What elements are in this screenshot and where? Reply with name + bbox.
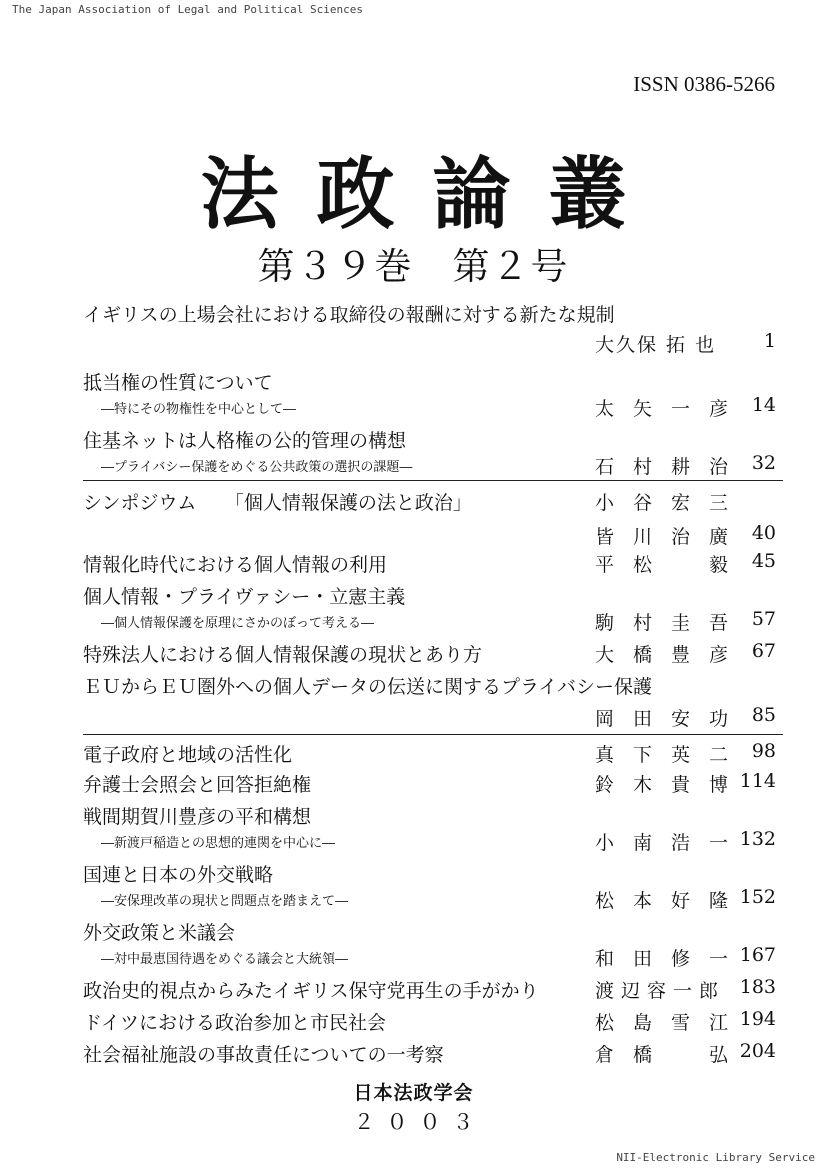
article-page: 132 [739,828,776,850]
article-author: 岡田安功 [595,708,748,730]
article-subtitle: ―対中最恵国待遇をめぐる議会と大統領― [101,952,349,967]
article-title: 情報化時代における個人情報の利用 [83,554,388,576]
article-subtitle: ―プライバシー保護をめぐる公共政策の選択の課題― [101,460,413,475]
article-author: 平松 毅 [595,554,748,576]
article-page: 40 [751,522,776,544]
article-page: 67 [751,640,776,662]
publication-year: ２００３ [353,1110,486,1134]
volume-issue: 第３９巻 第２号 [257,245,570,288]
article-subtitle: ―特にその物権性を中心として― [101,402,297,417]
article-subtitle: ―個人情報保護を原理にさかのぼって考える― [101,616,375,631]
toc-entry[interactable] [83,300,783,330]
toc-entry[interactable] [83,770,783,802]
article-title: 弁護士会照会と回答拒絶権 [83,774,312,796]
toc-entry[interactable] [83,518,783,550]
toc-entry[interactable] [83,802,783,860]
article-author: 真下英二 [595,744,748,766]
section-divider [83,480,783,481]
article-author: 石村耕治 [595,456,748,478]
library-service-footer: NII-Electronic Library Service [616,1151,815,1164]
article-page: 167 [739,944,776,966]
issn-number: ISSN 0386-5266 [633,72,775,96]
article-author: 倉橋 弘 [595,1044,748,1066]
table-of-contents [83,300,783,1072]
article-page: 152 [739,886,776,908]
toc-entry[interactable] [83,582,783,640]
article-page: 85 [751,704,776,726]
article-author: 皆川治廣 [595,526,748,548]
section-divider [83,734,783,735]
article-page: 183 [739,976,776,998]
toc-entry[interactable] [83,976,783,1008]
article-title: イギリスの上場会社における取締役の報酬に対する新たな規制 [83,304,615,326]
symposium-title: シンポジウム 「個人情報保護の法と政治」 [83,492,472,514]
article-author: 松本好隆 [595,890,748,912]
toc-entry[interactable] [83,426,783,484]
article-page: 45 [751,550,776,572]
article-title: 個人情報・プライヴァシー・立憲主義 [83,586,406,608]
toc-entry[interactable] [83,640,783,672]
article-author: 太矢一彦 [595,398,748,420]
toc-entry[interactable] [83,738,783,770]
article-title: 抵当権の性質について [83,372,273,394]
article-page: 194 [739,1008,776,1030]
article-author: 渡辺容一郎 [595,980,726,1002]
article-author: 大久保 拓 也 [595,334,717,356]
toc-entry[interactable] [83,1008,783,1040]
article-subtitle: ―新渡戸稲造との思想的連関を中心に― [101,836,336,851]
article-author: 大橋豊彦 [595,644,748,666]
article-author: 松島雪江 [595,1012,748,1034]
toc-entry[interactable] [83,484,783,518]
toc-entry[interactable] [83,860,783,918]
toc-entry[interactable] [83,704,783,738]
article-title: 住基ネットは人格権の公的管理の構想 [83,430,407,452]
article-title: ＥＵからＥＵ圏外への個人データの伝送に関するプライバシー保護 [83,676,653,698]
article-page: 32 [751,452,776,474]
publisher-name: 日本法政学会 [353,1082,474,1104]
association-header: The Japan Association of Legal and Political Sciences [12,3,363,16]
article-page: 114 [739,770,776,792]
article-title: 戦間期賀川豊彦の平和構想 [83,806,312,828]
toc-entry[interactable] [83,1040,783,1072]
toc-entry[interactable] [83,918,783,976]
article-page: 98 [751,740,776,762]
article-author: 和田修一 [595,948,748,970]
article-page: 57 [751,608,776,630]
journal-title: 法政論叢 [200,149,665,240]
article-author: 駒村圭吾 [595,612,748,634]
article-page: 1 [763,330,776,352]
article-author: 小南浩一 [595,832,748,854]
article-title: 政治史的視点からみたイギリス保守党再生の手がかり [83,980,539,1002]
toc-entry-author-line [83,330,783,368]
toc-entry[interactable] [83,672,783,704]
article-subtitle: ―安保理改革の現状と問題点を踏まえて― [101,894,349,909]
article-title: 社会福祉施設の事故責任についての一考察 [83,1044,444,1066]
toc-entry[interactable] [83,368,783,426]
article-title: 特殊法人における個人情報保護の現状とあり方 [83,644,483,666]
article-author: 小谷宏三 [595,492,748,514]
article-title: 国連と日本の外交戦略 [83,864,274,886]
article-page: 204 [739,1040,776,1062]
article-author: 鈴木貴博 [595,774,748,796]
toc-entry[interactable] [83,550,783,582]
article-page: 14 [751,394,776,416]
article-title: 外交政策と米議会 [83,922,236,944]
article-title: ドイツにおける政治参加と市民社会 [83,1012,387,1034]
article-title: 電子政府と地域の活性化 [83,744,293,766]
